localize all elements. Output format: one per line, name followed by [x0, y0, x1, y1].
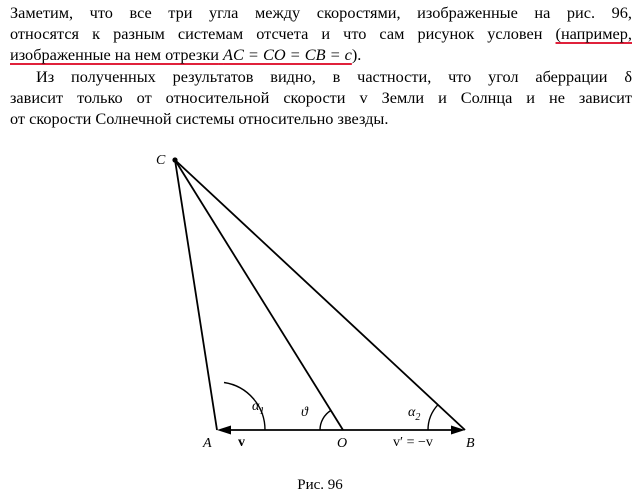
p2-line-2: зависит только от относительной скорости v Земли и Солнца и не зависит [10, 88, 632, 107]
arc-theta [320, 411, 331, 431]
alpha1-subscript: 1 [259, 406, 265, 417]
line-CO [175, 160, 343, 430]
p1-line-3-end: ). [351, 45, 362, 64]
label-alpha1 [252, 399, 264, 417]
alpha2-subscript: 2 [415, 412, 421, 423]
line-CB [175, 160, 465, 430]
label-alpha2 [408, 405, 420, 423]
alpha2-symbol: α [408, 405, 416, 420]
line-CA [175, 160, 217, 430]
p1-line-3-text: изображенные на нем отрезки [10, 45, 219, 64]
p1-line-2-text: относятся к разным системам отсчета и что сам рисунок условен [10, 24, 543, 43]
label-B: B [466, 436, 475, 451]
figure-caption: Рис. 96 [297, 477, 343, 493]
arc-alpha2 [428, 405, 438, 430]
p1-line-2-underlined: (например, [555, 24, 632, 43]
label-O: O [337, 436, 348, 451]
label-C: C [156, 153, 166, 168]
point-C [172, 157, 177, 162]
label-A: A [203, 436, 212, 451]
p1-line-1: Заметим, что все три угла между скоростями, изображенные на рис. 96, [10, 3, 632, 22]
arrowhead-v [217, 426, 231, 435]
label-v: v [238, 435, 245, 450]
label-theta: ϑ [301, 405, 308, 420]
p1-line-3-math: AC = CO = CB = c [223, 45, 352, 64]
alpha1-symbol: α [252, 399, 260, 414]
p2-line-1: Из полученных результатов видно, в частности, что угол аберрации δ [36, 67, 632, 86]
label-v-prime: v′ = −v [393, 435, 433, 450]
p2-line-3: от скорости Солнечной системы относительно звезды. [10, 109, 389, 128]
